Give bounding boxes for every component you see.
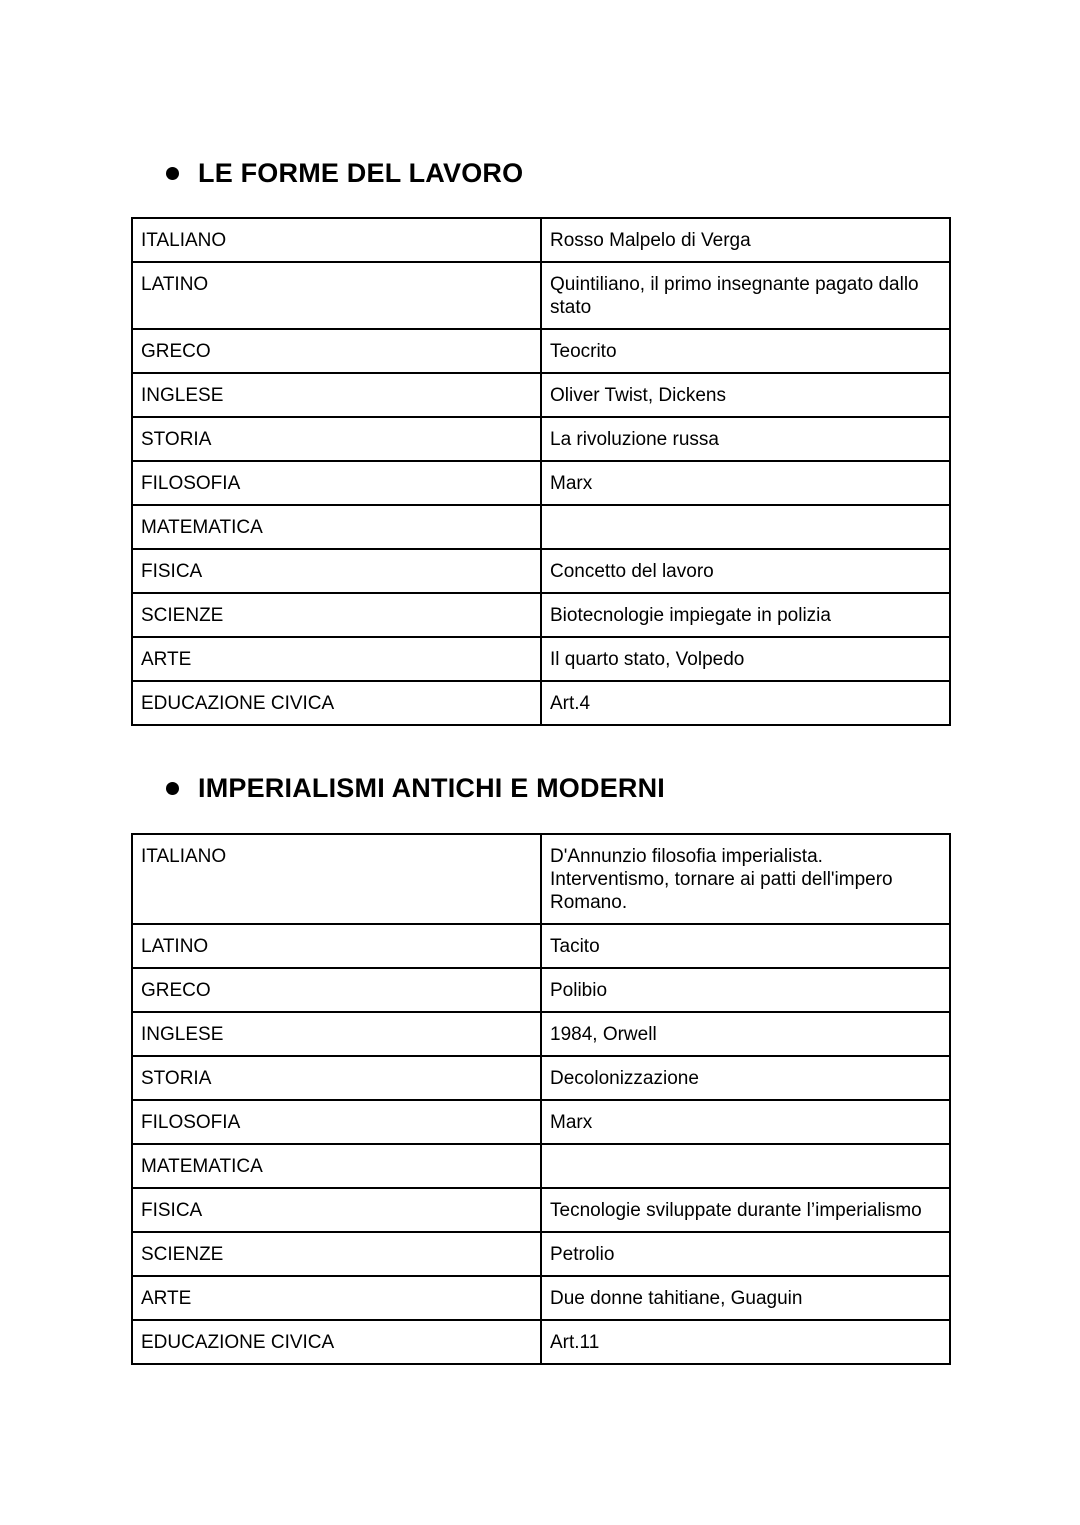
table-row bbox=[132, 1232, 950, 1276]
subject-cell: ITALIANO bbox=[132, 218, 541, 262]
topic-cell: D'Annunzio filosofia imperialista. Interventismo, tornare ai patti dell'impero Romano. bbox=[541, 834, 950, 924]
subject-cell: LATINO bbox=[132, 924, 541, 968]
topic-cell bbox=[541, 505, 950, 549]
topic-cell: Marx bbox=[541, 1100, 950, 1144]
bullet-icon bbox=[166, 167, 179, 180]
table-row bbox=[132, 1056, 950, 1100]
table-row bbox=[132, 968, 950, 1012]
subject-cell: INGLESE bbox=[132, 1012, 541, 1056]
topic-cell: Tacito bbox=[541, 924, 950, 968]
table-row bbox=[132, 218, 950, 262]
table-row bbox=[132, 924, 950, 968]
topic-cell: Il quarto stato, Volpedo bbox=[541, 637, 950, 681]
subject-cell: ITALIANO bbox=[132, 834, 541, 924]
table-row bbox=[132, 1100, 950, 1144]
subject-cell: STORIA bbox=[132, 417, 541, 461]
section-1-heading bbox=[166, 156, 523, 190]
topic-cell: Concetto del lavoro bbox=[541, 549, 950, 593]
table-row bbox=[132, 1320, 950, 1364]
subject-cell: ARTE bbox=[132, 1276, 541, 1320]
subject-cell: FILOSOFIA bbox=[132, 1100, 541, 1144]
table-row bbox=[132, 373, 950, 417]
subject-cell: FILOSOFIA bbox=[132, 461, 541, 505]
topic-cell: Art.11 bbox=[541, 1320, 950, 1364]
bullet-icon bbox=[166, 782, 179, 795]
section-2-title: IMPERIALISMI ANTICHI E MODERNI bbox=[198, 772, 666, 803]
subject-cell: SCIENZE bbox=[132, 593, 541, 637]
section-2-heading bbox=[166, 771, 665, 805]
topic-cell bbox=[541, 1144, 950, 1188]
topic-cell: Tecnologie sviluppate durante l’imperialismo bbox=[541, 1188, 950, 1232]
table-row bbox=[132, 505, 950, 549]
topic-cell: Petrolio bbox=[541, 1232, 950, 1276]
table-row bbox=[132, 461, 950, 505]
table-row bbox=[132, 262, 950, 329]
topic-cell: Decolonizzazione bbox=[541, 1056, 950, 1100]
table-row bbox=[132, 329, 950, 373]
subject-cell: GRECO bbox=[132, 968, 541, 1012]
subject-cell: GRECO bbox=[132, 329, 541, 373]
subject-cell: MATEMATICA bbox=[132, 505, 541, 549]
topic-cell: La rivoluzione russa bbox=[541, 417, 950, 461]
subject-cell: EDUCAZIONE CIVICA bbox=[132, 1320, 541, 1364]
subject-cell: STORIA bbox=[132, 1056, 541, 1100]
topic-cell: Due donne tahitiane, Guaguin bbox=[541, 1276, 950, 1320]
topic-cell: Oliver Twist, Dickens bbox=[541, 373, 950, 417]
table-row bbox=[132, 681, 950, 725]
table-row bbox=[132, 593, 950, 637]
topic-cell: Polibio bbox=[541, 968, 950, 1012]
subject-cell: INGLESE bbox=[132, 373, 541, 417]
subject-cell: FISICA bbox=[132, 1188, 541, 1232]
subject-cell: SCIENZE bbox=[132, 1232, 541, 1276]
table-row bbox=[132, 1276, 950, 1320]
table-row bbox=[132, 417, 950, 461]
subject-cell: LATINO bbox=[132, 262, 541, 329]
subject-cell: EDUCAZIONE CIVICA bbox=[132, 681, 541, 725]
section-1-table bbox=[131, 217, 951, 726]
table-row bbox=[132, 637, 950, 681]
table-row bbox=[132, 1012, 950, 1056]
subject-cell: MATEMATICA bbox=[132, 1144, 541, 1188]
topic-cell: Rosso Malpelo di Verga bbox=[541, 218, 950, 262]
topic-cell: 1984, Orwell bbox=[541, 1012, 950, 1056]
table-row bbox=[132, 1144, 950, 1188]
table-row bbox=[132, 549, 950, 593]
topic-cell: Quintiliano, il primo insegnante pagato dallo stato bbox=[541, 262, 950, 329]
topic-cell: Marx bbox=[541, 461, 950, 505]
section-1-title: LE FORME DEL LAVORO bbox=[198, 157, 524, 188]
topic-cell: Biotecnologie impiegate in polizia bbox=[541, 593, 950, 637]
subject-cell: ARTE bbox=[132, 637, 541, 681]
subject-cell: FISICA bbox=[132, 549, 541, 593]
section-2-table bbox=[131, 833, 951, 1365]
topic-cell: Teocrito bbox=[541, 329, 950, 373]
topic-cell: Art.4 bbox=[541, 681, 950, 725]
table-row bbox=[132, 834, 950, 924]
table-row bbox=[132, 1188, 950, 1232]
